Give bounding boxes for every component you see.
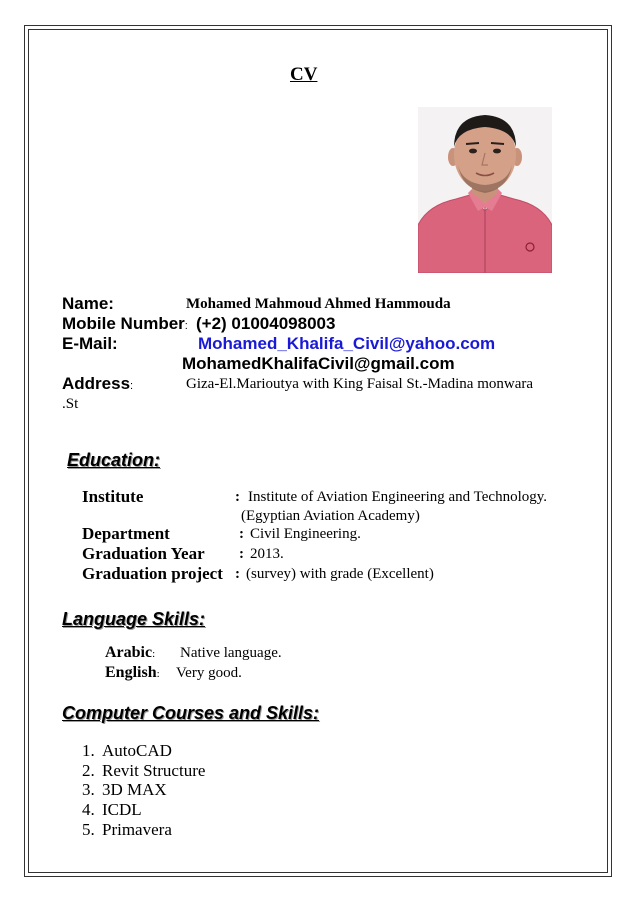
address-colon: : — [130, 380, 134, 392]
course-label: 3D MAX — [102, 780, 167, 799]
document-title: CV — [290, 64, 318, 85]
course-item — [82, 761, 205, 781]
edu-department-colon: : — [239, 526, 244, 542]
language-level-arabic: Native language. — [180, 645, 282, 661]
course-label: ICDL — [102, 800, 142, 819]
language-name: Arabic — [105, 644, 153, 661]
course-item — [82, 741, 172, 761]
profile-photo-image — [418, 107, 552, 273]
profile-photo — [418, 107, 552, 273]
course-label: Primavera — [102, 820, 172, 839]
course-number: 1. — [82, 741, 95, 760]
address-label-group — [62, 374, 133, 394]
mobile-label: Mobile Number — [62, 314, 185, 333]
address-value-continued: .St — [62, 396, 79, 412]
course-item — [82, 820, 172, 840]
language-colon: : — [156, 668, 160, 680]
course-item — [82, 800, 142, 820]
edu-project-value: (survey) with grade (Excellent) — [246, 566, 434, 582]
edu-institute-colon: : — [235, 489, 240, 505]
course-label: AutoCAD — [102, 741, 172, 760]
course-number: 3. — [82, 780, 95, 799]
edu-department-label: Department — [82, 524, 170, 543]
mobile-value: (+2) 01004098003 — [196, 314, 336, 333]
language-skills-heading: Language Skills: — [62, 609, 206, 629]
edu-institute-label: Institute — [82, 487, 144, 506]
course-item — [82, 780, 167, 800]
mobile-colon: : — [184, 320, 188, 332]
language-item-english — [105, 664, 160, 682]
course-number: 2. — [82, 761, 95, 780]
address-value: Giza-El.Marioutya with King Faisal St.-Madina monwara — [186, 376, 534, 392]
language-item-arabic — [105, 644, 155, 662]
edu-graduation-year-label: Graduation Year — [82, 544, 205, 563]
edu-graduation-year-value: 2013. — [250, 546, 284, 562]
email-primary-link[interactable]: Mohamed_Khalifa_Civil@yahoo.com — [198, 334, 496, 353]
name-value: Mohamed Mahmoud Ahmed Hammouda — [186, 296, 451, 312]
education-heading: Education: — [67, 450, 160, 470]
language-colon: : — [152, 648, 156, 660]
edu-project-label: Graduation project — [82, 564, 223, 583]
email-secondary: MohamedKhalifaCivil@gmail.com — [182, 354, 455, 373]
email-label: E-Mail: — [62, 334, 118, 353]
edu-project-colon: : — [235, 566, 240, 582]
edu-department-value: Civil Engineering. — [250, 526, 361, 542]
edu-graduation-year-colon: : — [239, 546, 244, 562]
edu-institute-value-continued: (Egyptian Aviation Academy) — [241, 508, 420, 524]
course-label: Revit Structure — [102, 761, 206, 780]
course-number: 5. — [82, 820, 95, 839]
name-label: Name: — [62, 294, 114, 313]
edu-institute-value: Institute of Aviation Engineering and Technology. — [248, 489, 548, 505]
address-label: Address — [62, 374, 131, 393]
mobile-label-group — [62, 314, 188, 334]
language-level-english: Very good. — [176, 665, 242, 681]
language-name: English — [105, 664, 157, 681]
computer-courses-heading: Computer Courses and Skills: — [62, 703, 320, 723]
course-number: 4. — [82, 800, 95, 819]
